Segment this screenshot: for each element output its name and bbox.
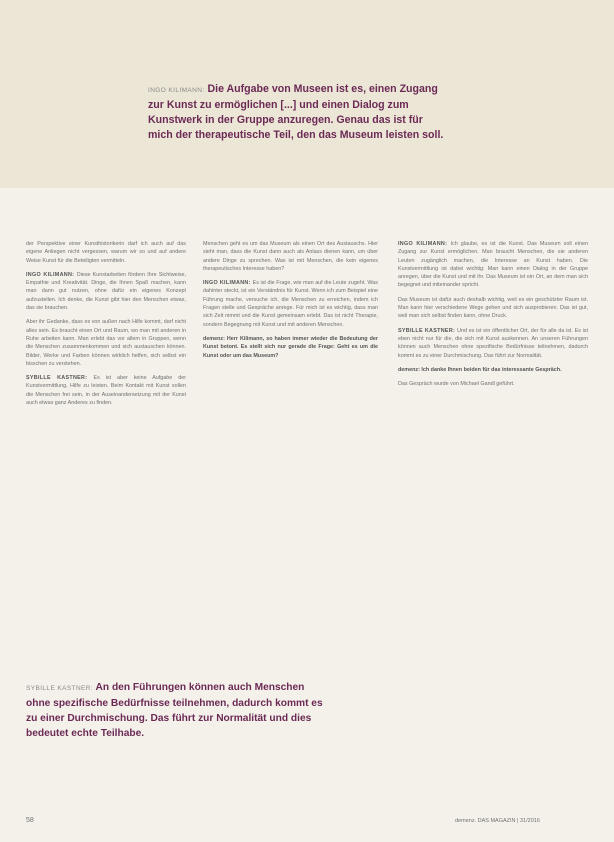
paragraph-text: Diese Kunstarbeiten fördern Ihre Sichtweise, Empathie und Kreativität. Dinge, die Ihnen Spaß machen, kann man dann gut nutzen, ohne dafür ein eigenes Konzept aufzustellen. Ich denke, die Kunst gibt hier den Menschen etwas, das sie brauchen. <box>26 271 187 312</box>
pull-quote-bottom <box>26 680 326 741</box>
paragraph <box>398 327 588 360</box>
pull-quote-text: An den Führungen können auch Menschen ohne spezifische Bedürfnisse teilnehmen, dadurch kommt es zu einer Durchmischung. Das führt zur Normalität und dies bedeutet echte Teilhabe. <box>26 682 323 739</box>
paragraph <box>398 380 588 388</box>
magazine-footer: demenz. DAS MAGAZIN | 31/2016 <box>455 818 540 824</box>
paragraph-text: der Perspektive einer Kunsthistorikerin darf ich auch auf das eigene Anliegen nicht vergessen, warum wir so und auf andere Weise Kunst für die Beteiligten vermitteln. <box>26 241 186 264</box>
speaker-name: SYBILLE KASTNER: <box>26 375 94 382</box>
paragraph-text: Das Gespräch wurde von Michael Gandl geführt. <box>398 381 515 388</box>
interviewer-question: demenz: Ich danke Ihnen beiden für das interessante Gespräch. <box>398 366 562 373</box>
paragraph <box>398 296 588 321</box>
paragraph <box>398 240 588 290</box>
pull-quote-speaker: INGO KILIMANN: <box>148 87 205 94</box>
paragraph-text: Das Museum ist dafür auch deshalb wichtig, weil es ein geschützter Raum ist. Man kann hier verschiedene Wege gehen und sich ausprobieren. Das ist gut, weil man sich selbst finden kann, ohne Druck. <box>398 296 588 320</box>
column-3 <box>398 240 588 394</box>
column-2 <box>203 240 378 366</box>
paragraph-text: Aber ihr Gedanke, dass es von außen nach Hilfe kommt, darf nicht alles sein. Es braucht einen Ort und Raum, wo man mit anderen in Ruhe arbeiten kann. Man erlebt das vor allem in Gruppen, wenn die Menschen zusammenkommen und sich austauschen können. Bilder, Werke und Farben können wirklich helfen, sich selbst ein bisschen zu verstehen. <box>26 319 186 367</box>
page-number: 58 <box>26 817 34 824</box>
paragraph-text: Und es ist ein öffentlicher Ort, der für alle da ist. Es ist eben nicht nur für die, die sich mit Kunst auskennen. An unseren Führungen können auch Menschen ohne spezifische Bedürfnisse teilnehmen, dadurch kommt es zu einer Durchmischung. Das führt zur Normalität. <box>398 327 588 359</box>
paragraph <box>26 374 186 407</box>
paragraph <box>26 318 186 368</box>
speaker-name: INGO KILIMANN: <box>26 271 77 278</box>
paragraph <box>203 240 378 273</box>
interviewer-question: demenz: Herr Kilimann, so haben immer wieder die Bedeutung der Kunst betont. Es stellt sich nur gerade die Frage: Geht es um die Kunst oder um das Museum? <box>203 335 378 359</box>
column-1 <box>26 240 186 413</box>
speaker-name: INGO KILIMANN: <box>203 280 253 287</box>
paragraph <box>203 335 378 360</box>
pull-quote-text: Die Aufgabe von Museen ist es, einen Zugang zur Kunst zu ermöglichen [...] und einen Dialog zum Kunstwerk in der Gruppe anzuregen. Genau das ist für mich der therapeutische Teil, den das Museum leisten soll. <box>148 83 444 141</box>
pull-quote-top <box>148 82 448 143</box>
paragraph <box>26 240 186 265</box>
paragraph-text: Es ist aber keine Aufgabe der Kunstvermittlung, Hilfe zu leisten. Beim Kontakt mit Kunst sollen die Menschen frei sein, in der Auseinandersetzung mit der Kunst auch etwas ganz Anderes zu finden. <box>26 375 186 407</box>
speaker-name: INGO KILIMANN: <box>398 241 451 247</box>
paragraph-text: Ich glaube, es ist die Kunst. Das Museum soll einen Zugang zur Kunst ermöglichen. Man braucht Menschen, die sie anderen Leuten zugänglich machen, die Interesse an Kunst haben. Die Kunstvermittlung ist dabei wichtig: Man kann einen Dialog in der Gruppe anregen, über die Kunst und mit ihr. Das Museum ist ein Ort, an dem man sich begegnet und miteinander spricht. <box>398 241 588 289</box>
paragraph <box>26 271 186 312</box>
paragraph-text: Menschen geht es um das Museum als einen Ort des Austauschs. Hier sieht man, dass die Kunst dann auch als Anlass dienen kann, um über andere Dinge zu sprechen. Was ist mit Menschen, die kein eigenes therapeutisches Interesse haben? <box>203 241 378 272</box>
paragraph <box>398 366 588 374</box>
paragraph <box>203 279 378 329</box>
speaker-name: SYBILLE KASTNER: <box>398 327 458 334</box>
pull-quote-speaker: SYBILLE KASTNER: <box>26 685 94 692</box>
paragraph-text: Es ist die Frage, wie man auf die Leute zugeht. Was dahinter steckt, ist ein Verständnis für Kunst. Wenn ich zum Beispiel eine Führung mache, versuche ich, die Menschen zu erreichen, indem ich Fragen stelle und Gespräche anrege. Für mich ist es wichtig, dass man sich Zeit nimmt und die Kunst gemeinsam erlebt. Das ist nicht Therapie, sondern Begegnung mit Kunst und mit anderen Menschen. <box>203 280 378 328</box>
